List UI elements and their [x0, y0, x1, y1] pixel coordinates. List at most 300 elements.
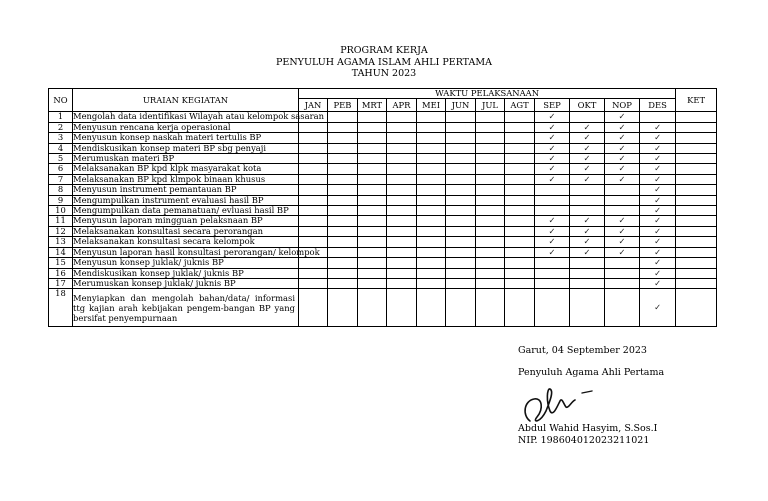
month-cell	[505, 164, 535, 174]
table-row	[49, 164, 717, 174]
month-cell	[299, 268, 328, 278]
month-cell	[299, 289, 328, 327]
month-cell	[505, 174, 535, 184]
header-month-jul: JUL	[476, 99, 505, 112]
row-number: 2	[49, 122, 73, 132]
month-cell	[328, 122, 358, 132]
month-cell	[535, 206, 570, 216]
check-icon: ✓	[605, 143, 640, 153]
row-number: 5	[49, 154, 73, 164]
header-month-sep: SEP	[535, 99, 570, 112]
check-icon: ✓	[535, 174, 570, 184]
month-cell	[387, 278, 417, 288]
header-activity: URAIAN KEGIATAN	[73, 89, 299, 112]
activity-description: Menyusun rencana kerja operasional	[73, 122, 299, 132]
work-program-table	[48, 88, 717, 327]
month-cell	[358, 237, 387, 247]
check-icon: ✓	[570, 133, 605, 143]
header-month-agt: AGT	[505, 99, 535, 112]
month-cell	[476, 164, 505, 174]
activity-description: Mendiskusikan konsep juklak/ juknis BP	[73, 268, 299, 278]
check-icon: ✓	[570, 247, 605, 257]
month-cell	[387, 226, 417, 236]
row-number: 11	[49, 216, 73, 226]
month-cell	[358, 226, 387, 236]
month-cell	[417, 247, 446, 257]
activity-description: Melaksanakan BP kpd klmpok binaan khusus	[73, 174, 299, 184]
note-cell	[676, 247, 717, 257]
header-month-mrt: MRT	[358, 99, 387, 112]
month-cell	[299, 154, 328, 164]
month-cell	[387, 133, 417, 143]
title-line-1: PROGRAM KERJA	[340, 45, 428, 56]
row-number: 1	[49, 112, 73, 122]
month-cell	[605, 268, 640, 278]
month-cell	[535, 185, 570, 195]
month-cell	[328, 185, 358, 195]
check-icon: ✓	[535, 226, 570, 236]
month-cell	[570, 278, 605, 288]
month-cell	[446, 195, 476, 205]
activity-description: Melaksanakan BP kpd klpk masyarakat kota	[73, 164, 299, 174]
header-time: WAKTU PELAKSANAAN	[299, 89, 676, 99]
check-icon: ✓	[535, 133, 570, 143]
month-cell	[446, 278, 476, 288]
activity-description: Mengumpulkan data pemanatuan/ evluasi hasil BP	[73, 206, 299, 216]
month-cell	[476, 122, 505, 132]
note-cell	[676, 278, 717, 288]
signature-position: Penyuluh Agama Ahli Pertama	[518, 367, 665, 378]
header-month-nop: NOP	[605, 99, 640, 112]
month-cell	[535, 268, 570, 278]
handwritten-signature	[520, 383, 610, 428]
activity-description: Merumuskan materi BP	[73, 154, 299, 164]
table-row	[49, 289, 717, 327]
check-icon: ✓	[570, 226, 605, 236]
check-icon: ✓	[605, 112, 640, 122]
check-icon: ✓	[570, 122, 605, 132]
check-icon: ✓	[570, 237, 605, 247]
month-cell	[358, 133, 387, 143]
activity-description: Menyiapkan dan mengolah bahan/data/ informasi ttg kajian arah kebijakan pengem-bangan BP yang bersifat penyempurnaan	[73, 289, 299, 327]
month-cell	[299, 164, 328, 174]
month-cell	[446, 226, 476, 236]
month-cell	[505, 154, 535, 164]
table-row	[49, 237, 717, 247]
month-cell	[358, 268, 387, 278]
row-number: 6	[49, 164, 73, 174]
check-icon: ✓	[640, 268, 676, 278]
month-cell	[476, 143, 505, 153]
month-cell	[328, 268, 358, 278]
check-icon: ✓	[535, 247, 570, 257]
month-cell	[535, 278, 570, 288]
check-icon: ✓	[640, 174, 676, 184]
month-cell	[299, 133, 328, 143]
month-cell	[328, 289, 358, 327]
month-cell	[476, 216, 505, 226]
note-cell	[676, 154, 717, 164]
month-cell	[358, 143, 387, 153]
row-number: 4	[49, 143, 73, 153]
month-cell	[505, 185, 535, 195]
note-cell	[676, 206, 717, 216]
month-cell	[476, 258, 505, 268]
row-number: 16	[49, 268, 73, 278]
month-cell	[358, 247, 387, 257]
month-cell	[417, 278, 446, 288]
check-icon: ✓	[640, 133, 676, 143]
month-cell	[446, 112, 476, 122]
month-cell	[299, 226, 328, 236]
activity-description: Menyusun laporan mingguan pelaksnaan BP	[73, 216, 299, 226]
check-icon: ✓	[605, 216, 640, 226]
check-icon: ✓	[640, 143, 676, 153]
month-cell	[570, 268, 605, 278]
month-cell	[358, 278, 387, 288]
table-row	[49, 247, 717, 257]
month-cell	[570, 289, 605, 327]
month-cell	[446, 237, 476, 247]
month-cell	[358, 195, 387, 205]
header-month-jun: JUN	[446, 99, 476, 112]
check-icon: ✓	[570, 154, 605, 164]
check-icon: ✓	[605, 226, 640, 236]
month-cell	[358, 258, 387, 268]
month-cell	[417, 226, 446, 236]
document-title	[0, 45, 768, 80]
check-icon: ✓	[640, 226, 676, 236]
month-cell	[328, 174, 358, 184]
check-icon: ✓	[605, 154, 640, 164]
month-cell	[387, 237, 417, 247]
month-cell	[387, 164, 417, 174]
month-cell	[446, 164, 476, 174]
title-line-3: TAHUN 2023	[351, 68, 417, 79]
check-icon: ✓	[640, 289, 676, 327]
table-row	[49, 268, 717, 278]
row-number: 17	[49, 278, 73, 288]
month-cell	[535, 195, 570, 205]
note-cell	[676, 195, 717, 205]
month-cell	[476, 206, 505, 216]
month-cell	[476, 195, 505, 205]
month-cell	[505, 195, 535, 205]
check-icon: ✓	[605, 174, 640, 184]
month-cell	[476, 289, 505, 327]
month-cell	[328, 206, 358, 216]
month-cell	[328, 112, 358, 122]
month-cell	[417, 268, 446, 278]
check-icon: ✓	[605, 237, 640, 247]
month-cell	[328, 143, 358, 153]
header-month-mei: MEI	[417, 99, 446, 112]
month-cell	[505, 289, 535, 327]
check-icon: ✓	[570, 174, 605, 184]
check-icon: ✓	[640, 247, 676, 257]
month-cell	[358, 185, 387, 195]
month-cell	[358, 289, 387, 327]
month-cell	[505, 258, 535, 268]
month-cell	[446, 268, 476, 278]
month-cell	[299, 216, 328, 226]
header-month-jan: JAN	[299, 99, 328, 112]
month-cell	[417, 195, 446, 205]
check-icon: ✓	[535, 237, 570, 247]
note-cell	[676, 185, 717, 195]
month-cell	[387, 112, 417, 122]
table-row	[49, 185, 717, 195]
month-cell	[476, 278, 505, 288]
month-cell	[505, 247, 535, 257]
month-cell	[328, 237, 358, 247]
month-cell	[328, 164, 358, 174]
check-icon: ✓	[640, 206, 676, 216]
month-cell	[446, 289, 476, 327]
table-row	[49, 258, 717, 268]
month-cell	[387, 216, 417, 226]
month-cell	[358, 164, 387, 174]
row-number: 18	[49, 289, 73, 327]
header-month-peb: PEB	[328, 99, 358, 112]
header-month-okt: OKT	[570, 99, 605, 112]
month-cell	[417, 216, 446, 226]
check-icon: ✓	[535, 122, 570, 132]
check-icon: ✓	[640, 185, 676, 195]
table-row	[49, 122, 717, 132]
check-icon: ✓	[640, 278, 676, 288]
month-cell	[476, 185, 505, 195]
month-cell	[640, 112, 676, 122]
month-cell	[476, 247, 505, 257]
month-cell	[605, 185, 640, 195]
month-cell	[328, 258, 358, 268]
check-icon: ✓	[570, 216, 605, 226]
month-cell	[417, 154, 446, 164]
signature-place-date: Garut, 04 September 2023	[518, 345, 647, 356]
month-cell	[446, 258, 476, 268]
row-number: 7	[49, 174, 73, 184]
signature-nip: NIP. 198604012023211021	[518, 435, 650, 446]
month-cell	[570, 195, 605, 205]
header-month-des: DES	[640, 99, 676, 112]
month-cell	[328, 216, 358, 226]
table-row	[49, 226, 717, 236]
note-cell	[676, 226, 717, 236]
month-cell	[476, 268, 505, 278]
check-icon: ✓	[570, 143, 605, 153]
table-row	[49, 133, 717, 143]
row-number: 14	[49, 247, 73, 257]
month-cell	[417, 237, 446, 247]
month-cell	[570, 206, 605, 216]
month-cell	[299, 258, 328, 268]
check-icon: ✓	[570, 164, 605, 174]
check-icon: ✓	[640, 122, 676, 132]
activity-description: Mengolah data identifikasi Wilayah atau kelompok sasaran	[73, 111, 324, 122]
month-cell	[446, 154, 476, 164]
month-cell	[328, 247, 358, 257]
month-cell	[299, 174, 328, 184]
month-cell	[605, 278, 640, 288]
month-cell	[535, 289, 570, 327]
activity-description: Menyusun instrument pemantauan BP	[73, 185, 299, 195]
month-cell	[328, 154, 358, 164]
note-cell	[676, 164, 717, 174]
note-cell	[676, 112, 717, 122]
month-cell	[605, 258, 640, 268]
month-cell	[417, 185, 446, 195]
month-cell	[446, 143, 476, 153]
activity-description: Menyusun konsep juklak/ juknis BP	[73, 258, 299, 268]
month-cell	[446, 133, 476, 143]
month-cell	[446, 247, 476, 257]
month-cell	[446, 122, 476, 132]
row-number: 10	[49, 206, 73, 216]
note-cell	[676, 268, 717, 278]
month-cell	[505, 268, 535, 278]
row-number: 13	[49, 237, 73, 247]
month-cell	[505, 226, 535, 236]
activity-description: Mengumpulkan instrument evaluasi hasil BP	[73, 195, 299, 205]
check-icon: ✓	[535, 164, 570, 174]
check-icon: ✓	[605, 164, 640, 174]
month-cell	[476, 154, 505, 164]
table-row	[49, 174, 717, 184]
month-cell	[505, 216, 535, 226]
check-icon: ✓	[640, 164, 676, 174]
month-cell	[417, 164, 446, 174]
month-cell	[299, 206, 328, 216]
month-cell	[328, 195, 358, 205]
signature-name: Abdul Wahid Hasyim, S.Sos.I	[518, 423, 658, 434]
month-cell	[476, 237, 505, 247]
month-cell	[417, 122, 446, 132]
note-cell	[676, 122, 717, 132]
check-icon: ✓	[535, 143, 570, 153]
check-icon: ✓	[605, 122, 640, 132]
month-cell	[358, 174, 387, 184]
month-cell	[358, 122, 387, 132]
month-cell	[570, 258, 605, 268]
note-cell	[676, 133, 717, 143]
month-cell	[358, 154, 387, 164]
check-icon: ✓	[640, 195, 676, 205]
month-cell	[605, 289, 640, 327]
month-cell	[358, 216, 387, 226]
month-cell	[505, 133, 535, 143]
month-cell	[299, 195, 328, 205]
activity-description: Mendiskusikan konsep materi BP sbg penyaji	[73, 143, 299, 153]
check-icon: ✓	[640, 216, 676, 226]
table-row	[49, 112, 717, 122]
note-cell	[676, 289, 717, 327]
month-cell	[387, 195, 417, 205]
month-cell	[417, 143, 446, 153]
month-cell	[417, 133, 446, 143]
month-cell	[328, 226, 358, 236]
month-cell	[387, 268, 417, 278]
month-cell	[417, 258, 446, 268]
header-no: NO	[49, 89, 73, 112]
check-icon: ✓	[535, 154, 570, 164]
row-number: 15	[49, 258, 73, 268]
note-cell	[676, 143, 717, 153]
month-cell	[387, 122, 417, 132]
month-cell	[299, 237, 328, 247]
month-cell	[299, 143, 328, 153]
month-cell	[605, 195, 640, 205]
activity-description: Menyusun laporan hasil konsultasi perorangan/ kelompok	[73, 246, 320, 257]
activity-description: Melaksanakan konsultasi secara kelompok	[73, 237, 299, 247]
month-cell	[476, 133, 505, 143]
month-cell	[446, 206, 476, 216]
check-icon: ✓	[605, 247, 640, 257]
month-cell	[387, 185, 417, 195]
check-icon: ✓	[535, 216, 570, 226]
month-cell	[417, 112, 446, 122]
month-cell	[387, 289, 417, 327]
activity-description: Melaksanakan konsultasi secara perorangan	[73, 226, 299, 236]
month-cell	[358, 112, 387, 122]
month-cell	[417, 289, 446, 327]
month-cell	[299, 278, 328, 288]
title-line-2: PENYULUH AGAMA ISLAM AHLI PERTAMA	[276, 56, 492, 68]
note-cell	[676, 216, 717, 226]
month-cell	[328, 278, 358, 288]
month-cell	[505, 112, 535, 122]
month-cell	[387, 174, 417, 184]
month-cell	[476, 112, 505, 122]
month-cell	[505, 143, 535, 153]
month-cell	[387, 247, 417, 257]
month-cell	[476, 174, 505, 184]
table-row	[49, 278, 717, 288]
month-cell	[299, 185, 328, 195]
month-cell	[476, 226, 505, 236]
month-cell	[535, 258, 570, 268]
month-cell	[387, 206, 417, 216]
activity-description: Menyusun konsep naskah materi tertulis BP	[73, 133, 299, 143]
month-cell	[387, 154, 417, 164]
note-cell	[676, 258, 717, 268]
month-cell	[446, 216, 476, 226]
table-row	[49, 195, 717, 205]
month-cell	[505, 122, 535, 132]
month-cell	[446, 174, 476, 184]
month-cell	[387, 258, 417, 268]
header-month-apr: APR	[387, 99, 417, 112]
table-row	[49, 154, 717, 164]
activity-description: Merumuskan konsep juklak/ juknis BP	[73, 278, 299, 288]
row-number: 12	[49, 226, 73, 236]
month-cell	[328, 133, 358, 143]
header-note: KET	[676, 89, 717, 112]
table-row	[49, 143, 717, 153]
month-cell	[505, 237, 535, 247]
check-icon: ✓	[640, 237, 676, 247]
month-cell	[570, 112, 605, 122]
month-cell	[605, 206, 640, 216]
check-icon: ✓	[640, 154, 676, 164]
month-cell	[446, 185, 476, 195]
month-cell	[299, 122, 328, 132]
month-cell	[570, 185, 605, 195]
check-icon: ✓	[605, 133, 640, 143]
month-cell	[505, 278, 535, 288]
month-cell	[505, 206, 535, 216]
row-number: 3	[49, 133, 73, 143]
